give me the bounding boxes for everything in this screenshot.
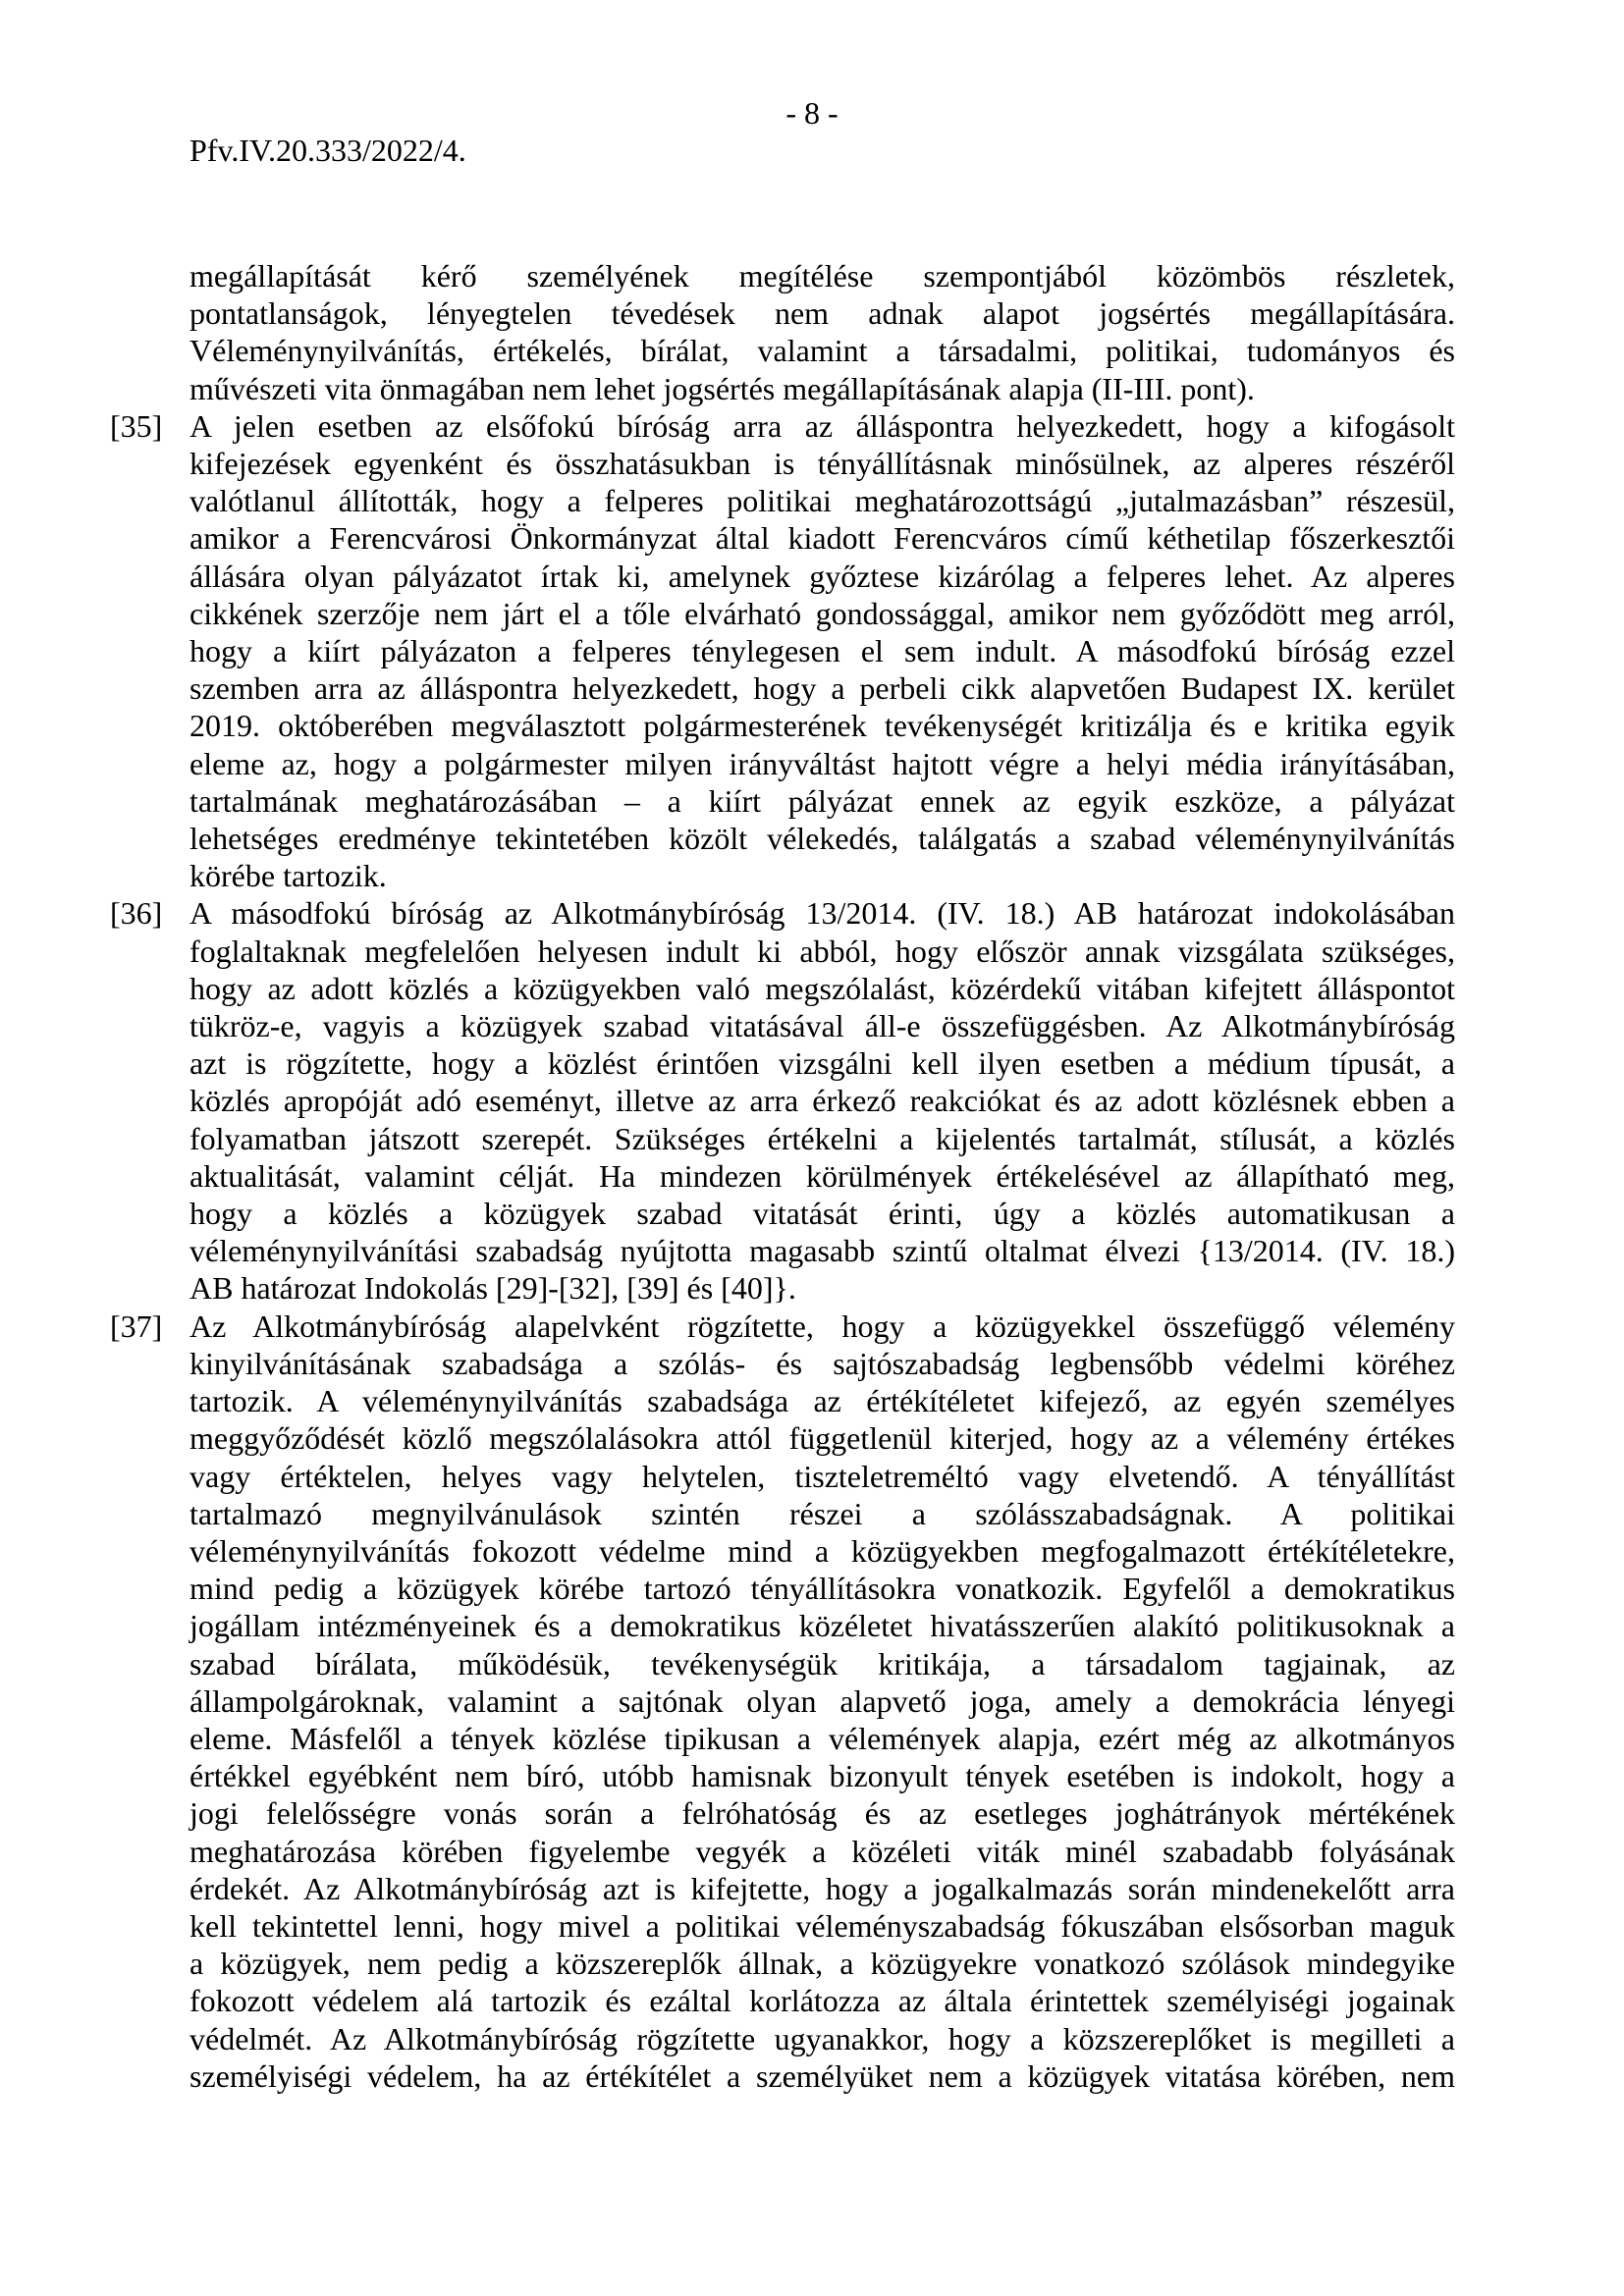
text-line: szemben arra az álláspontra helyezkedett, hogy a perbeli cikk alapvetően Budapest IX. kerület bbox=[189, 670, 1455, 707]
text-line: állására olyan pályázatot írtak ki, amelynek győztese kizárólag a felperes lehet. Az alperes bbox=[189, 558, 1455, 594]
paragraph bbox=[110, 407, 1455, 895]
text-line: kinyilvánításának szabadsága a szólás- és sajtószabadság legbensőbb védelmi köréhez bbox=[189, 1345, 1455, 1381]
text-line: fokozott védelem alá tartozik és ezáltal korlátozza az általa érintettek személyiségi jogainak bbox=[189, 1983, 1455, 2019]
text-line: hogy az adott közlés a közügyekben való megszólalást, közérdekű vitában kifejtett álláspontot bbox=[189, 970, 1455, 1006]
text-line: eleme az, hogy a polgármester milyen irányváltást hajtott végre a helyi média irányításában, bbox=[189, 745, 1455, 781]
text-line: aktualitását, valamint célját. Ha mindezen körülmények értékelésével az állapítható meg, bbox=[189, 1157, 1455, 1194]
text-line: körébe tartozik. bbox=[189, 858, 387, 894]
text-line: valótlanul állították, hogy a felperes politikai meghatározottságú „jutalmazásban” részesül, bbox=[189, 483, 1455, 519]
text-line: A jelen esetben az elsőfokú bíróság arra az álláspontra helyezkedett, hogy a kifogásolt bbox=[189, 407, 1455, 444]
paragraph-lines bbox=[189, 894, 1455, 1307]
text-line: értékkel egyébként nem bíró, utóbb hamisnak bizonyult tények esetében is indokolt, hogy a bbox=[189, 1758, 1455, 1794]
text-line: Véleménynyilvánítás, értékelés, bírálat, valamint a társadalmi, politikai, tudományos és bbox=[189, 333, 1455, 369]
text-line: véleménynyilvánítási szabadság nyújtotta magasabb szintű oltalmat élvezi {13/2014. (IV. 18.) bbox=[189, 1233, 1455, 1269]
content bbox=[110, 257, 1455, 2095]
text-line: tartalmazó megnyilvánulások szintén részei a szólásszabadságnak. A politikai bbox=[189, 1495, 1455, 1531]
text-line: lehetséges eredménye tekintetében közölt vélekedés, találgatás a szabad véleménynyilvánítás bbox=[189, 821, 1455, 857]
paragraph bbox=[110, 1308, 1455, 2095]
paragraph-lines bbox=[189, 1308, 1455, 2095]
text-line: pontatlanságok, lényegtelen tévedések nem adnak alapot jogsértés megállapítására. bbox=[189, 295, 1455, 332]
text-line: megállapítását kérő személyének megítélése szempontjából közömbös részletek, bbox=[189, 258, 1455, 294]
text-line: szabad bírálata, működésük, tevékenységük kritikája, a társadalom tagjainak, az bbox=[189, 1645, 1455, 1682]
paragraph-number: [36] bbox=[110, 895, 163, 932]
text-line: A másodfokú bíróság az Alkotmánybíróság 13/2014. (IV. 18.) AB határozat indokolásában bbox=[189, 895, 1455, 932]
text-line: érdekét. Az Alkotmánybíróság azt is kifejtette, hogy a jogalkalmazás során mindenekelőtt arra bbox=[189, 1870, 1455, 1906]
page-number: - 8 - bbox=[785, 95, 839, 131]
text-line: tartalmának meghatározásában – a kiírt pályázat ennek az egyik eszköze, a pályázat bbox=[189, 782, 1455, 819]
text-line: tükröz-e, vagyis a közügyek szabad vitatásával áll-e összefüggésben. Az Alkotmánybíróság bbox=[189, 1008, 1455, 1044]
text-line: meggyőződését közlő megszólalásokra attól függetlenül kiterjed, hogy az a vélemény értékes bbox=[189, 1420, 1455, 1457]
text-line: cikkének szerzője nem járt el a tőle elvárható gondossággal, amikor nem győződött meg arról, bbox=[189, 595, 1455, 631]
paragraph-lines bbox=[189, 257, 1455, 407]
text-line: kifejezések egyenként és összhatásukban is tényállításnak minősülnek, az alperes részéről bbox=[189, 446, 1455, 482]
paragraph-number: [35] bbox=[110, 407, 163, 444]
text-line: eleme. Másfelől a tények közlése tipikusan a vélemények alapja, ezért még az alkotmányos bbox=[189, 1720, 1455, 1756]
text-line: tartozik. A véleménynyilvánítás szabadsága az értékítéletet kifejező, az egyén személyes bbox=[189, 1383, 1455, 1419]
text-line: foglaltaknak megfelelően helyesen indult ki abból, hogy először annak vizsgálata szükséges, bbox=[189, 933, 1455, 969]
text-line: hogy a kiírt pályázaton a felperes ténylegesen el sem indult. A másodfokú bíróság ezzel bbox=[189, 633, 1455, 669]
text-line: művészeti vita önmagában nem lehet jogsértés megállapításának alapja (II-III. pont). bbox=[189, 370, 1255, 406]
text-line: védelmét. Az Alkotmánybíróság rögzítette ugyanakkor, hogy a közszereplőket is megilleti a bbox=[189, 2020, 1455, 2056]
text-line: amikor a Ferencvárosi Önkormányzat által kiadott Ferencváros című kéthetilap főszerkesztői bbox=[189, 520, 1455, 557]
paragraph bbox=[110, 894, 1455, 1307]
paragraph-lines bbox=[189, 407, 1455, 895]
paragraph-number: [37] bbox=[110, 1308, 163, 1344]
text-line: közlés apropóját adó eseményt, illetve az arra érkező reakciókat és az adott közlésnek ebben a bbox=[189, 1083, 1455, 1119]
text-line: jogállam intézményeinek és a demokratikus közéletet hivatásszerűen alakító politikusoknak a bbox=[189, 1608, 1455, 1644]
case-number: Pfv.IV.20.333/2022/4. bbox=[189, 133, 466, 168]
text-line: azt is rögzítette, hogy a közlést érintően vizsgálni kell ilyen esetben a médium típusát, a bbox=[189, 1045, 1455, 1082]
text-line: állampolgároknak, valamint a sajtónak olyan alapvető joga, amely a demokrácia lényegi bbox=[189, 1682, 1455, 1719]
text-line: 2019. októberében megválasztott polgármesterének tevékenységét kritizálja és e kritika egyik bbox=[189, 708, 1455, 744]
text-line: vagy értéktelen, helyes vagy helytelen, tiszteletreméltó vagy elvetendő. A tényállítást bbox=[189, 1458, 1455, 1494]
text-line: folyamatban játszott szerepét. Szükséges értékelni a kijelentés tartalmát, stílusát, a közlés bbox=[189, 1120, 1455, 1156]
text-line: Az Alkotmánybíróság alapelvként rögzítette, hogy a közügyekkel összefüggő vélemény bbox=[189, 1308, 1455, 1344]
text-line: személyiségi védelem, ha az értékítélet a személyüket nem a közügyek vitatása körében, nem bbox=[189, 2057, 1455, 2094]
text-line: hogy a közlés a közügyek szabad vitatását érinti, úgy a közlés automatikusan a bbox=[189, 1196, 1455, 1232]
paragraph bbox=[110, 257, 1455, 407]
text-line: a közügyek, nem pedig a közszereplők állnak, a közügyekre vonatkozó szólások mindegyike bbox=[189, 1946, 1455, 1982]
text-line: jogi felelősségre vonás során a felróhatóság és az esetleges joghátrányok mértékének bbox=[189, 1795, 1455, 1832]
text-line: kell tekintettel lenni, hogy mivel a politikai véleményszabadság fókuszában elsősorban maguk bbox=[189, 1907, 1455, 1944]
text-line: mind pedig a közügyek körébe tartozó tényállításokra vonatkozik. Egyfelől a demokratikus bbox=[189, 1571, 1455, 1607]
text-line: AB határozat Indokolás [29]-[32], [39] és [40]}. bbox=[189, 1270, 796, 1307]
text-line: meghatározása körében figyelembe vegyék a közéleti viták minél szabadabb folyásának bbox=[189, 1833, 1455, 1869]
text-line: véleménynyilvánítás fokozott védelme mind a közügyekben megfogalmazott értékítéletekre, bbox=[189, 1532, 1455, 1569]
